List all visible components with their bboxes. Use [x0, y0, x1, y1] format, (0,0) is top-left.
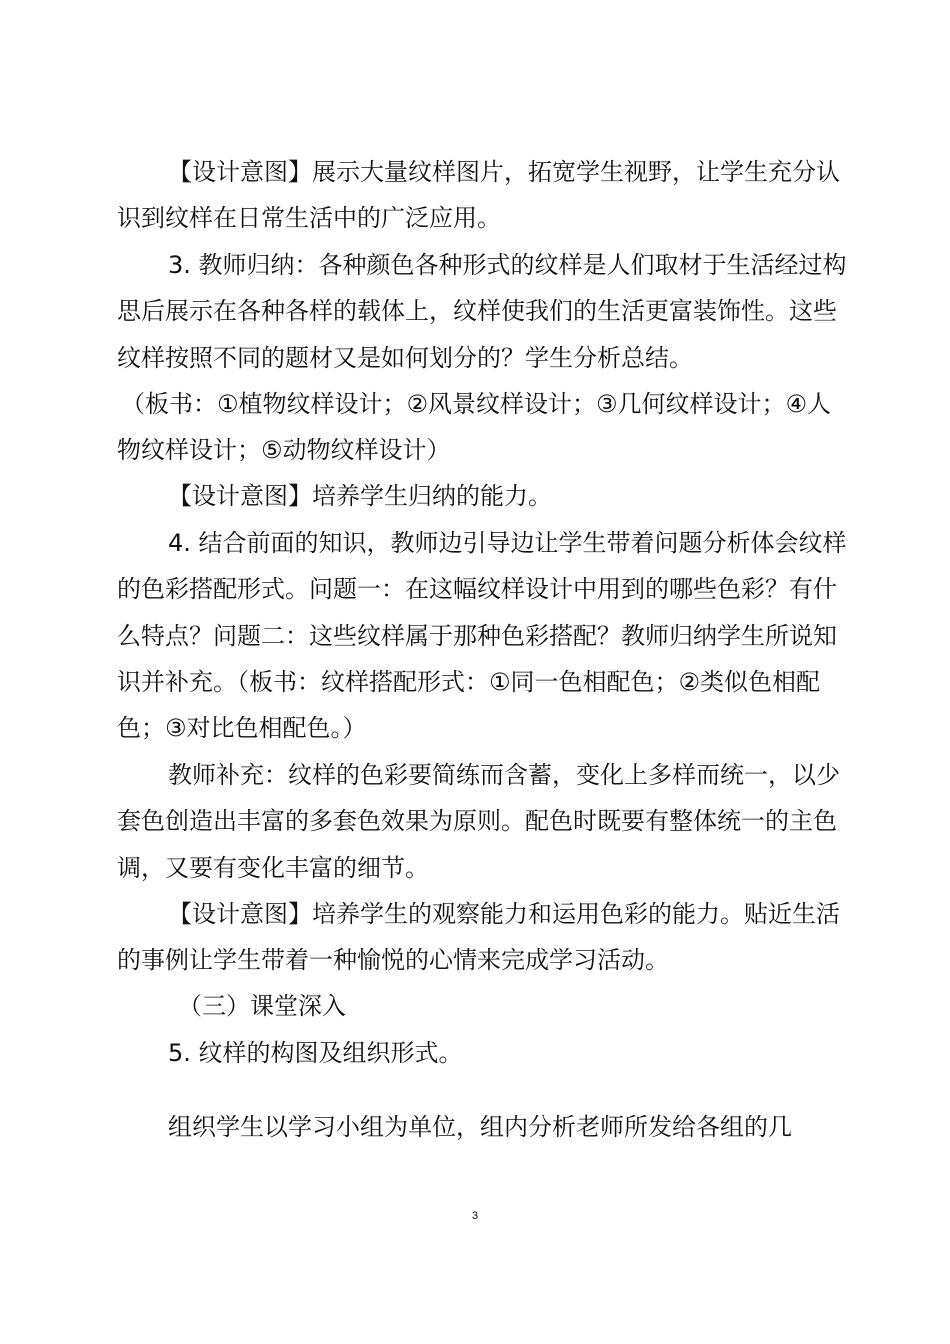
page-number: 3	[471, 1210, 479, 1222]
text-line: 4. 结合前面的知识，教师边引导边让学生带着问题分析体会纹样	[168, 529, 847, 557]
text-line: 色；③对比色相配色。）	[117, 714, 367, 742]
text-line: （板书：①植物纹样设计；②风景纹样设计；③几何纹样设计；④人	[121, 390, 832, 418]
text-line: 5. 纹样的构图及组织形式。	[168, 1039, 463, 1067]
text-line: 【设计意图】展示大量纹样图片，拓宽学生视野，让学生充分认	[168, 158, 840, 186]
text-line: 的事例让学生带着一种愉悦的心情来完成学习活动。	[117, 946, 669, 974]
text-line: 教师补充：纹样的色彩要简练而含蓄，变化上多样而统一，以少	[168, 761, 840, 789]
text-line: 的色彩搭配形式。问题一：在这幅纹样设计中用到的哪些色彩？有什	[117, 575, 837, 603]
text-line: 识到纹样在日常生活中的广泛应用。	[117, 204, 501, 232]
section-heading: （三）课堂深入	[178, 992, 346, 1020]
text-line: 么特点？问题二：这些纹样属于那种色彩搭配？教师归纳学生所说知	[117, 622, 837, 650]
text-line: 3. 教师归纳：各种颜色各种形式的纹样是人们取材于生活经过构	[168, 251, 847, 279]
text-line: 调，又要有变化丰富的细节。	[117, 854, 429, 882]
text-line: 组织学生以学习小组为单位，组内分析老师所发给各组的几	[168, 1113, 792, 1141]
text-line: 纹样按照不同的题材又是如何划分的？学生分析总结。	[117, 344, 693, 372]
text-line: 物纹样设计；⑤动物纹样设计）	[117, 436, 451, 464]
text-line: 套色创造出丰富的多套色效果为原则。配色时既要有整体统一的主色	[117, 807, 837, 835]
text-line: 【设计意图】培养学生归纳的能力。	[168, 482, 552, 510]
text-line: 思后展示在各种各样的载体上，纹样使我们的生活更富装饰性。这些	[117, 297, 837, 325]
text-line: 识并补充。（板书：纹样搭配形式：①同一色相配色；②类似色相配	[117, 668, 821, 696]
text-line: 【设计意图】培养学生的观察能力和运用色彩的能力。贴近生活	[168, 900, 840, 928]
